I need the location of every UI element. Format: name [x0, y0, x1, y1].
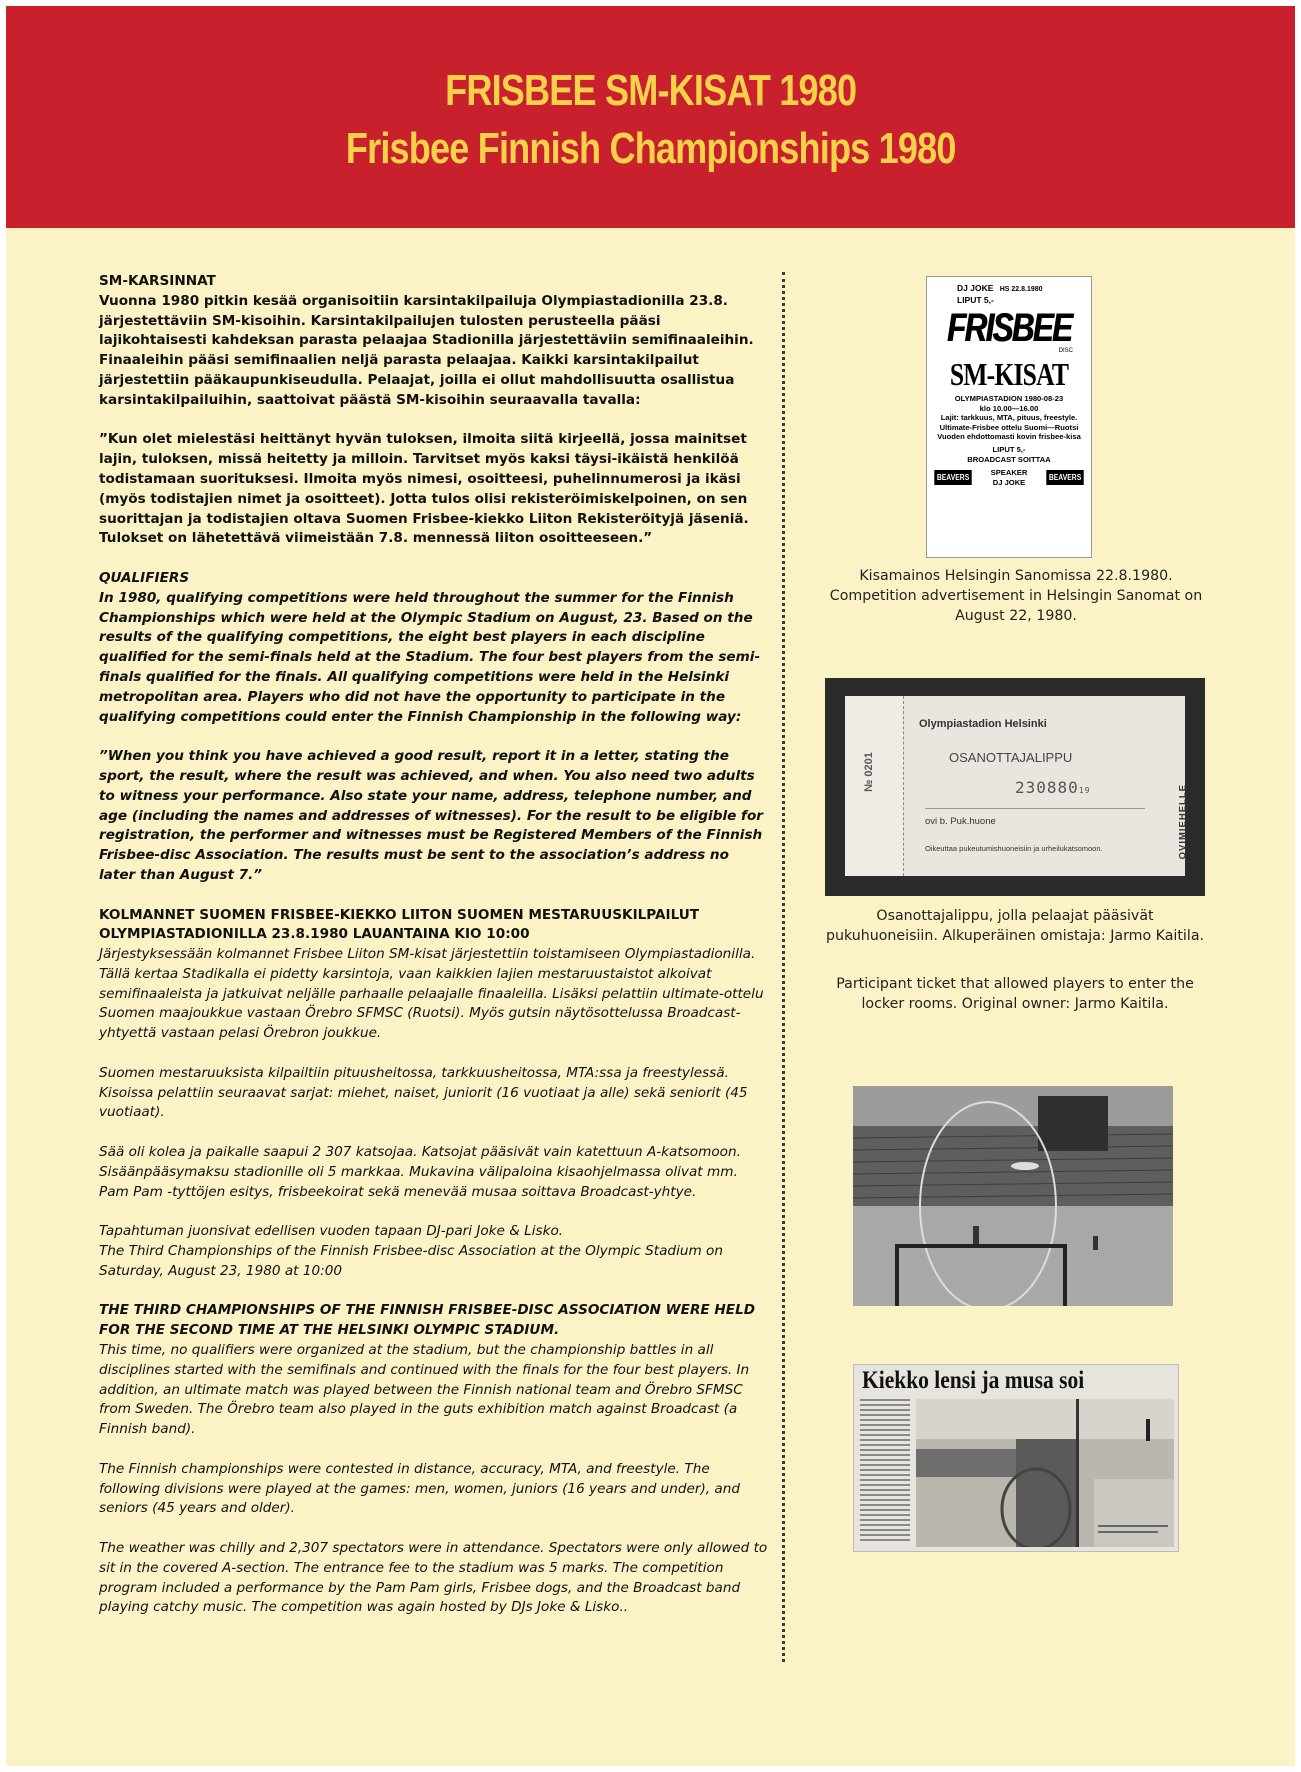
- ad-line-6: LIPUT 5,-: [992, 444, 1026, 454]
- clipping-column-text: [860, 1399, 910, 1544]
- ad-disc: DISC: [1058, 348, 1073, 354]
- stadium-photo-drawing: [853, 1086, 1173, 1306]
- ad-line-5: Vuoden ehdottomasti kovin frisbee-kisa: [937, 432, 1081, 442]
- newspaper-clipping: [853, 1364, 1179, 1552]
- main-text-column: [99, 272, 769, 1638]
- ticket: [845, 696, 1188, 876]
- ticket-kind: OSANOTTAJALIPPU: [949, 750, 1073, 765]
- ticket-ovimiehelle: OVIMIEHELLE: [1177, 784, 1188, 860]
- section-sm-karsinnat: [99, 272, 769, 411]
- third-body: This time, no qualifiers were organized at the stadium, but the championship battles in all disciplines started with the semifinals and continued with the finals for the four best players. In addition, an ultimate match was played between the Finnish national team and Örebro SFMSC from Sweden. The Örebro team also played in the guts exhibition match against Broadcast (a Finnish band).: [99, 1342, 750, 1438]
- title-english: Frisbee Finnish Championships 1980: [345, 124, 956, 173]
- stadium-photo: [853, 1086, 1173, 1306]
- ticket-caption-fi: Osanottajalippu, jolla pelaajat pääsivät pukuhuoneisiin. Alkuperäinen omistaja: Jarmo Kaitila.: [825, 908, 1205, 944]
- ad-brand: FRISBEE: [946, 306, 1072, 350]
- ad-footer: [927, 464, 1091, 487]
- beavers-logo-right: BEAVERS: [1046, 470, 1083, 485]
- ticket-fine-print: Oikeuttaa pukeutumishuoneisiin ja urheilukatsomoon.: [925, 844, 1103, 853]
- kolmannet-p3: Sää oli kolea ja paikalle saapui 2 307 katsojaa. Katsojat pääsivät vain katettuun A-katsomoon. Sisäänpääsymaksu stadionille oli 5 markkaa. Mukavina välipaloina kisaohjelmassa olivat mm. Pam Pam -tyttöjen esitys, frisbeekoirat sekä menevää musaa soittava Broadcast-yhtye.: [99, 1144, 741, 1200]
- third-heading: THE THIRD CHAMPIONSHIPS OF THE FINNISH FRISBEE-DISC ASSOCIATION WERE HELD FOR THE SECOND TIME AT THE HELSINKI OLYMPIC STADIUM.: [99, 1302, 756, 1339]
- kolmannet-p4: [99, 1222, 769, 1281]
- ad-caption: Kisamainos Helsingin Sanomissa 22.8.1980. Competition advertisement in Helsingin Sanomat on August 22, 1980.: [829, 568, 1203, 624]
- ad-speaker-name: DJ JOKE: [992, 477, 1026, 487]
- ticket-venue: Olympiastadion Helsinki: [919, 718, 1047, 730]
- ad-line-7: BROADCAST SOITTAA: [967, 454, 1051, 464]
- ticket-date-value: 230880: [1015, 778, 1079, 797]
- ad-line-1: OLYMPIASTADION 1980-08-23: [954, 394, 1064, 403]
- ticket-image: [825, 678, 1205, 896]
- ticket-number: № 0201: [862, 752, 875, 792]
- ad-speaker: [991, 468, 1028, 487]
- beavers-logo-left: BEAVERS: [934, 470, 971, 485]
- section-third-championships: [99, 1301, 769, 1440]
- kolmannet-p4-hosts: Tapahtuman juonsivat edellisen vuoden tapaan DJ-pari Joke & Lisko.: [99, 1223, 564, 1240]
- section-qualifiers: [99, 569, 769, 727]
- kolmannet-body: Järjestyksessään kolmannet Frisbee Liiton SM-kisat järjestettiin toistamiseen Olympiastadionilla. Tällä kertaa Stadikalla ei pidetty karsintoja, vaan kaikkien lajien mestaruustaistot alkoivat semifinaaleista ja jatkuivat neljälle parhaalle pelaajalle finaaleilla. Lisäksi pelattiin ultimate-ottelu Suomen maajoukkue vastaan Örebro SFMSC (Ruotsi). Myös gutsin näytösottelussa Broadcast-yhtyettä vastaan pelasi Örebron joukkue.: [99, 946, 764, 1042]
- clipping-headline: Kiekko lensi ja musa soi: [862, 1367, 1085, 1394]
- ad-speaker-label: SPEAKER: [990, 468, 1028, 478]
- third-p2: The Finnish championships were contested in distance, accuracy, MTA, and freestyle. The following divisions were played at the games: men, women, juniors (16 years and under), and seniors (45 years and older).: [99, 1460, 740, 1517]
- ticket-stub: [845, 696, 904, 876]
- kolmannet-p2: Suomen mestaruuksista kilpailtiin pituusheitossa, tarkkuusheitossa, MTA:ssa ja freestylessä. Kisoissa pelattiin seuraavat sarjat: miehet, naiset, juniorit (16 vuotiaat ja alle) sekä seniorit (45 vuotiaat).: [99, 1064, 748, 1121]
- ad-price-top: LIPUT 5,-: [957, 295, 994, 305]
- section-kolmannet: [99, 906, 769, 1045]
- ad-title: SM-KISAT: [949, 356, 1069, 392]
- ticket-line: [925, 808, 1145, 809]
- qualifiers-quote: ”When you think you have achieved a good result, report it in a letter, stating the sport, the result, where the result was achieved, and when. You also need two adults to witness your performance. Also state your name, address, telephone number, and age (including the names and addresses of witnesses). For the result to be eligible for registration, the performer and witnesses must be Registered Members of the Finnish Frisbee-disc Association. The results must be sent to the association’s address no later than August 7.”: [99, 748, 764, 883]
- ad-line-4: Ultimate-Frisbee ottelu Suomi—Ruotsi: [939, 422, 1079, 432]
- poster: [6, 6, 1295, 1766]
- qualifiers-heading: QUALIFIERS: [99, 569, 190, 586]
- third-p3: The weather was chilly and 2,307 spectators were in attendance. Spectators were only allowed to sit in the covered A-section. The entrance fee to the stadium was 5 marks. The competition program included a performance by the Pam Pam girls, Frisbee dogs, and the Broadcast band playing catchy music. The competition was again hosted by DJs Joke & Lisko..: [99, 1540, 768, 1616]
- ticket-date: [1015, 778, 1090, 797]
- clipping-photo: [916, 1399, 1174, 1547]
- ticket-door: ovi b. Puk.huone: [925, 816, 996, 827]
- dotted-divider: [782, 272, 785, 1662]
- ticket-year-suffix: 19: [1078, 786, 1091, 795]
- sm-quote: ”Kun olet mielestäsi heittänyt hyvän tuloksen, ilmoita siitä kirjeellä, jossa mainitset lajin, tuloksen, missä heitetty ja milloin. Tarvitset myös kaksi täysi-ikäistä henkilöä todistamaan suorituksesi. Ilmoita myös nimesi, osoitteesi, puhelinnumerosi ja ikäsi (myös todistajien nimet ja osoitteet). Jotta tulos olisi rekisteröimiskelpoinen, on sen suorittajan ja todistajien oltava Suomen Frisbee-kiekko Liiton Rekisteröityjä jäseniä. Tulokset on lähetettävä viimeistään 7.8. mennessä liiton osoitteeseen.”: [99, 431, 749, 547]
- title-finnish: FRISBEE SM-KISAT 1980: [444, 65, 857, 115]
- ad-top: [927, 277, 1091, 306]
- ad-dj: DJ JOKE: [957, 283, 994, 293]
- ad-date: HS 22.8.1980: [999, 286, 1043, 293]
- ad-line-2: klo 10.00—16.00: [979, 403, 1039, 413]
- kolmannet-heading: KOLMANNET SUOMEN FRISBEE-KIEKKO LIITON SUOMEN MESTARUUSKILPAILUT OLYMPIASTADIONILLA 23.8.1980 LAUANTAINA KIO 10:00: [99, 906, 700, 943]
- sm-heading: SM-KARSINNAT: [99, 273, 216, 289]
- ticket-caption-en: Participant ticket that allowed players to enter the locker rooms. Original owner: Jarmo Kaitila.: [836, 976, 1194, 1012]
- kolmannet-p4-english: The Third Championships of the Finnish Frisbee-disc Association at the Olympic Stadium on Saturday, August 23, 1980 at 10:00: [99, 1243, 723, 1279]
- qualifiers-body: In 1980, qualifying competitions were held throughout the summer for the Finnish Championships which were held at the Olympic Stadium on August, 23. Based on the results of the qualifying competitions, the eight best players in each discipline qualified for the semi-finals held at the Stadium. The four best players from the semi-finals qualified for the finals. All qualifying competitions were held in the Helsinki metropolitan area. Players who did not have the opportunity to participate in the qualifying competitions could enter the Finnish Championship in the following way:: [99, 589, 761, 725]
- sm-body: Vuonna 1980 pitkin kesää organisoitiin karsintakilpailuja Olympiastadionilla 23.8. järjestettäviin SM-kisoihin. Karsintakilpailujen tulosten perusteella pääsi lajikohtaisesti kahdeksan parasta pelaajaa Stadionilla järjestettäviin semifinaaleihin. Finaaleihin pääsi semifinaalien neljä parasta pelaajaa. Kaikki karsintakilpailut järjestettiin pääkaupunkiseudulla. Pelaajat, joilla ei ollut mahdollisuutta osallistua karsintakilpailuihin, saattoivat päästä SM-kisoihin seuraavalla tavalla:: [99, 292, 754, 408]
- advertisement-image: [926, 276, 1092, 558]
- ad-line-3: Lajit: tarkkuus, MTA, pituus, freestyle.: [940, 413, 1078, 423]
- header-banner: [6, 6, 1295, 228]
